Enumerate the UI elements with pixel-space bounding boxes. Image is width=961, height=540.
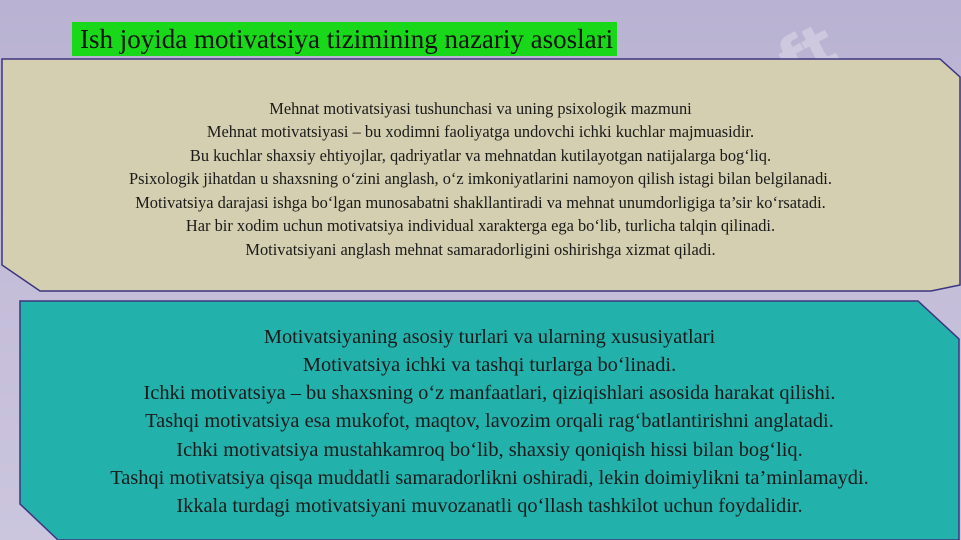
slide-title: Ish joyida motivatsiya tizimining nazariy asoslari [72, 22, 617, 56]
bottom-text-block [50, 319, 930, 520]
top-block-line: Motivatsiyani anglash mehnat samaradorligini oshirishga xizmat qiladi. [245, 239, 716, 259]
top-text-block [129, 89, 832, 261]
top-block-line: Bu kuchlar shaxsiy ehtiyojlar, qadriyatlar va mehnatdan kutilayotgan natijalarga bog‘liq. [189, 145, 772, 165]
top-block-line: Mehnat motivatsiyasi – bu xodimni faoliyatga undovchi ichki kuchlar majmuasidir. [206, 122, 755, 142]
top-block-line: Psixologik jihatdan u shaxsning o‘zini anglash, o‘z imkoniyatlarini namoyon qilish istagi bilan belgilanadi. [129, 169, 832, 189]
top-block-heading: Mehnat motivatsiyasi tushunchasi va uning psixologik mazmuni [269, 99, 692, 119]
top-block-line: Motivatsiya darajasi ishga bo‘lgan munosabatni shakllantiradi va mehnat unumdorligiga ta’sir ko‘rsatadi. [135, 192, 826, 212]
top-text-panel [0, 57, 961, 293]
top-block-line: Har bir xodim uchun motivatsiya individual xarakterga ega bo‘lib, turlicha talqin qilinadi. [185, 216, 776, 236]
bottom-block-line: Tashqi motivatsiya esa mukofot, maqtov, lavozim orqali rag‘batlantirishni anglatadi. [145, 410, 834, 433]
bottom-text-panel [18, 299, 961, 540]
bottom-block-line: Ichki motivatsiya mustahkamroq bo‘lib, shaxsiy qoniqish hissi bilan bog‘liq. [176, 438, 803, 461]
bottom-block-line: Tashqi motivatsiya qisqa muddatli samaradorlikni oshiradi, lekin doimiylikni ta’minlamaydi. [110, 466, 869, 489]
bottom-block-line: Ikkala turdagi motivatsiyani muvozanatli qo‘llash tashkilot uchun foydalidir. [176, 495, 803, 517]
bottom-block-line: Motivatsiya ichki va tashqi turlarga bo‘linadi. [302, 353, 677, 376]
bottom-block-line: Ichki motivatsiya – bu shaxsning o‘z manfaatlari, qiziqishlari asosida harakat qilishi. [143, 382, 836, 405]
bottom-block-heading: Motivatsiyaning asosiy turlari va ularning xususiyatlari [263, 325, 716, 348]
